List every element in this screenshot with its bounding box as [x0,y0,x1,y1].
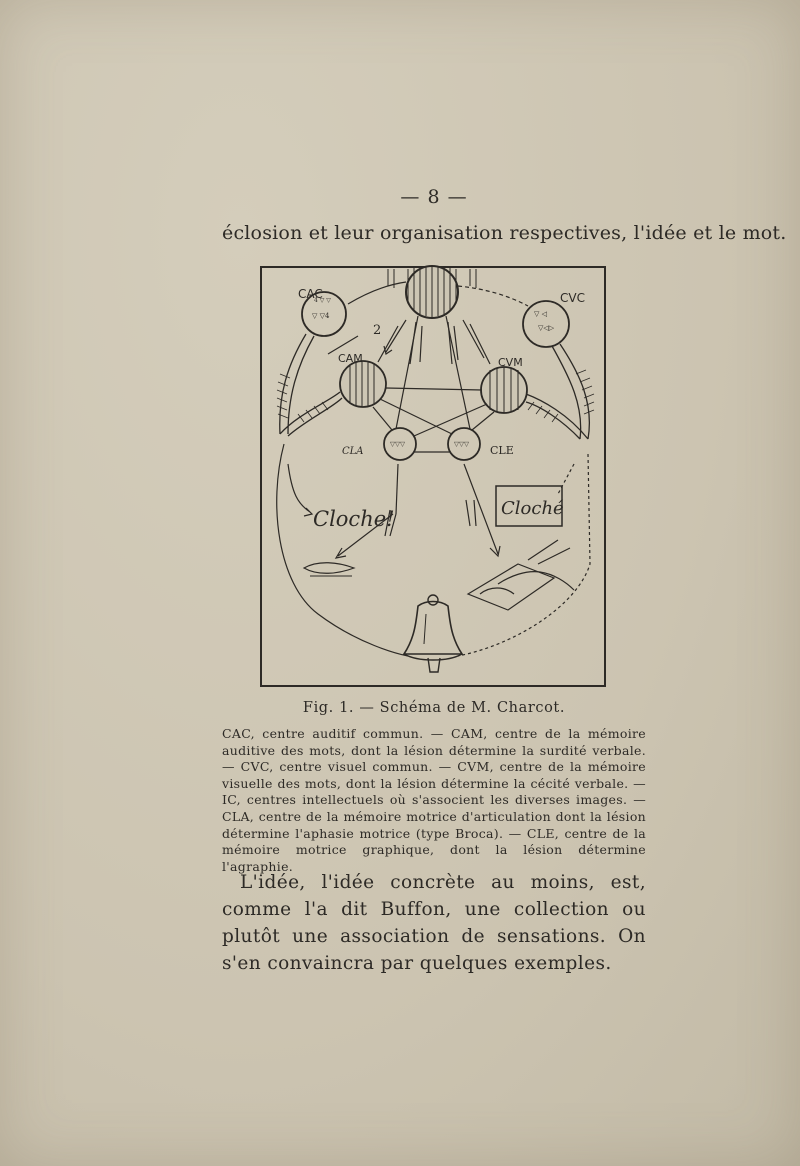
figure-caption: Fig. 1. — Schéma de M. Charcot. [302,700,566,716]
cam-label: CAM [338,352,363,365]
cac-label: CAC [298,287,323,301]
cloche-written-text: Cloché [501,498,564,519]
figure-legend [222,726,646,875]
left-loop [277,444,408,656]
cac-center [298,287,346,336]
svg-text:▽◁▷: ▽◁▷ [538,324,555,332]
ic-center [388,266,476,318]
mouth-icon [304,563,354,574]
bell-icon [404,595,462,672]
page-number: — 8 — [400,186,468,208]
cla-center [342,428,416,460]
number-2-label: 2 [373,323,382,338]
cle-center [448,428,514,460]
tract-hatching [277,370,594,422]
svg-text:▽ ◁: ▽ ◁ [534,310,547,318]
cvc-center [523,291,585,347]
body-paragraph [222,869,646,977]
cloche-spoken-text: Cloche! [313,507,395,531]
dashed-ic-cvc [458,286,528,306]
right-dashed-line [458,454,590,656]
cla-label: CLA [342,446,364,457]
cvm-center [481,356,527,413]
svg-text:4 ▽ ▽: 4 ▽ ▽ [314,297,331,304]
cvm-label: CVM [498,356,523,369]
writing-hand-icon [468,540,574,610]
charcot-schema-figure [258,264,608,689]
cvc-label: CVC [560,291,585,305]
fibrous-tracts [280,334,590,439]
cle-label: CLE [490,444,514,457]
paragraph-text: L'idée, l'idée concrète au moins, est, comme l'a dit Buffon, une collection ou plutôt une association de sensations. On s'en convaincra par quelques exemples. [222,872,646,974]
svg-text:▽ ▽4: ▽ ▽4 [312,312,330,320]
schema-drawing [258,264,608,689]
svg-text:▽▽▽: ▽▽▽ [390,440,405,448]
opening-line: éclosion et leur organisation respectives, l'idée et le mot. [222,222,787,244]
svg-text:▽▽▽: ▽▽▽ [454,440,469,448]
legend-text: CAC, centre auditif commun. — CAM, centre de la mémoire auditive des mots, dont la lésion détermine la surdité verbale. — CVC, centre visuel commun. — CVM, centre de la mémoire visuelle des mots, dont la lésion détermine la cécité verbale. — IC, centres intellectuels où s'associent les diverses images. — CLA, centre de la mémoire motrice d'articulation dont la lésion détermine l'aphasie motrice (type Broca). — CLE, centre de la mémoire motrice graphique, dont la lésion détermine l'agraphie. [222,726,646,874]
